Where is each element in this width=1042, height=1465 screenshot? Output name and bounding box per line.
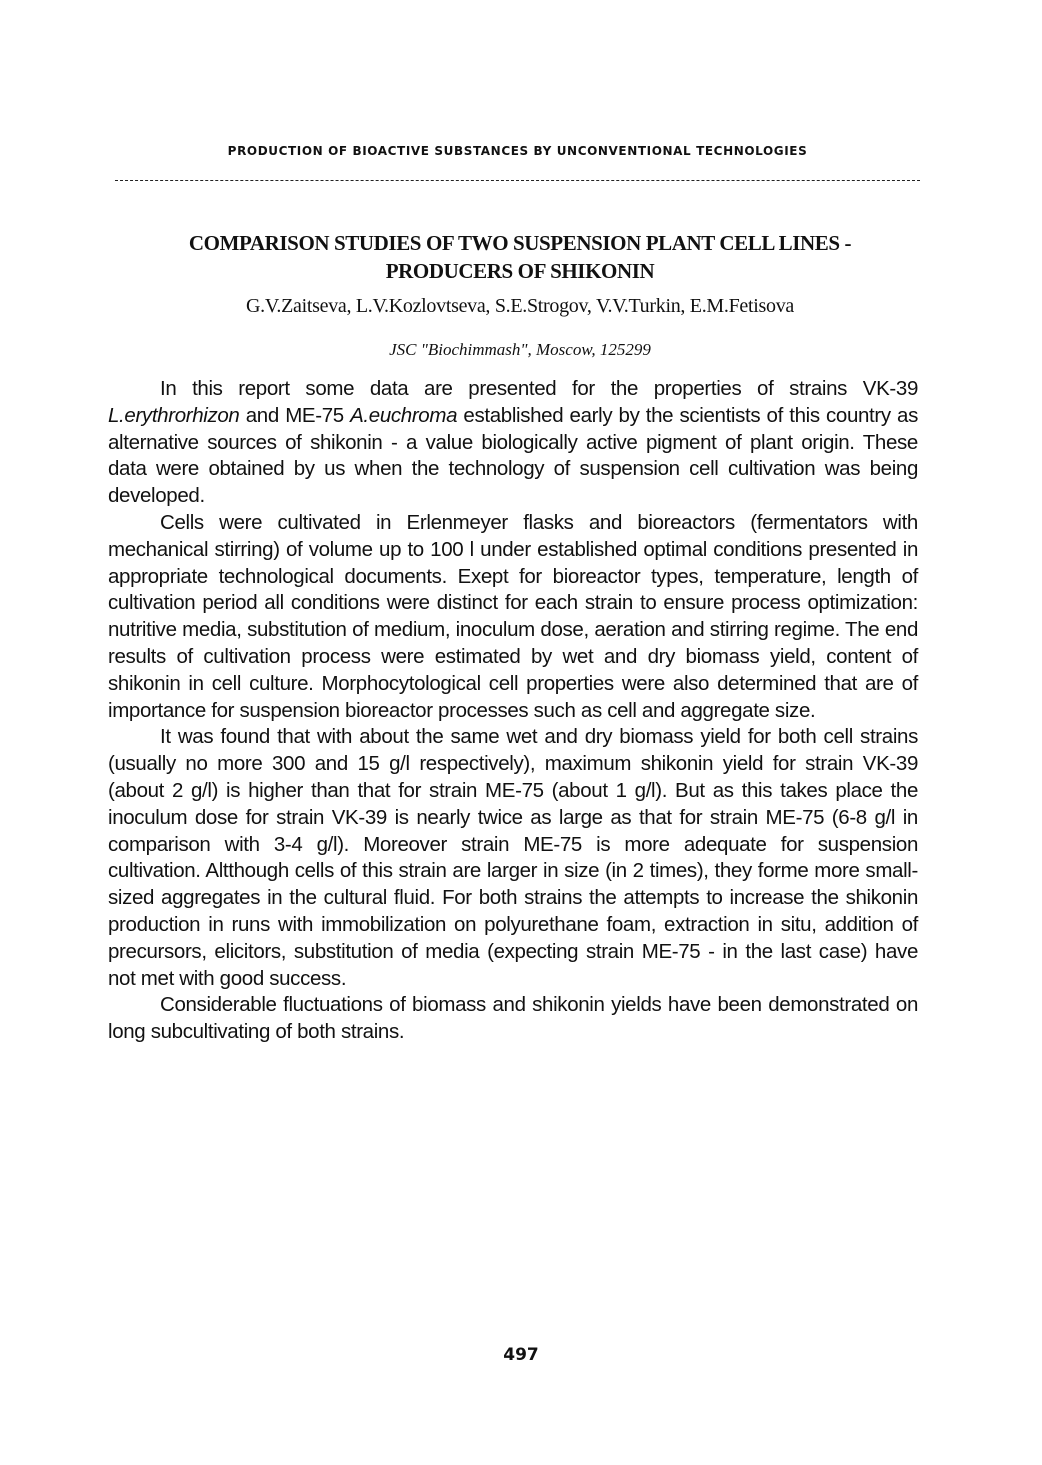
- article-title: [100, 229, 940, 285]
- running-header: PRODUCTION OF BIOACTIVE SUBSTANCES BY UNCONVENTIONAL TECHNOLOGIES: [227, 144, 808, 158]
- author-list: G.V.Zaitseva, L.V.Kozlovtseva, S.E.Strogov, V.V.Turkin, E.M.Fetisova: [246, 295, 794, 317]
- affiliation: JSC "Biochimmash", Moscow, 125299: [389, 340, 651, 359]
- paragraph-2: Cells were cultivated in Erlenmeyer flasks and bioreactors (fermentators with mechanical stirring) of volume up to 100 l under established optimal conditions presented in appropriate technological documents. Exept for bioreactor types, temperature, length of cultivation period all conditions were distinct for each strain to ensure process optimization: nutritive media, substitution of medium, inoculum dose, aeration and stirring regime. The end results of cultivation process were estimated by wet and dry biomass yield, content of shikonin in cell culture. Morphocytological cell properties were also determined that are of importance for suspension bioreactor processes such as cell and aggregate size.: [108, 510, 918, 722]
- paragraph-1-text-b: and ME-75: [239, 403, 351, 427]
- article-body: [108, 376, 918, 1046]
- paragraph-3: It was found that with about the same wet and dry biomass yield for both cell strains (usually no more 300 and 15 g/l respectively), maximum shikonin yield for strain VK-39 (about 2 g/l) is higher than that for strain ME-75 (about 1 g/l). But as this takes place the inoculum dose for strain VK-39 is nearly twice as large as that for strain ME-75 (6-8 g/l in comparison with 3-4 g/l). Moreover strain ME-75 is more adequate for suspension cultivation. Altthough cells of this strain are larger in size (in 2 times), they forme more small-sized aggregates in the cultural fluid. For both strains the attempts to increase the shikonin production in runs with immobilization on polyurethane foam, extraction in situ, addition of precursors, elicitors, substitution of media (expecting strain ME-75 - in the last case) have not met with good success.: [108, 725, 918, 990]
- paragraph-1: [108, 376, 918, 510]
- paragraph-1-text-a: In this report some data are presented for the properties of strains VK-39: [160, 377, 918, 400]
- page-number: 497: [503, 1345, 539, 1365]
- species-name-erythrorhizon: L.erythrorhizon: [108, 403, 240, 427]
- title-line-1: COMPARISON STUDIES OF TWO SUSPENSION PLANT CELL LINES -: [188, 231, 852, 255]
- species-name-euchroma: A.euchroma: [350, 403, 458, 427]
- header-divider: [115, 180, 920, 181]
- title-line-2: PRODUCERS OF SHIKONIN: [385, 259, 655, 283]
- paragraph-4: Considerable fluctuations of biomass and shikonin yields have been demonstrated on long subcultivating of both strains.: [108, 993, 918, 1044]
- paragraph-1-text-c: established early by the scientists of this country as alternative sources of shikonin - a value biologically active pigment of plant origin. These data were obtained by us when the technology of suspension cell cultivation was being developed.: [108, 403, 919, 508]
